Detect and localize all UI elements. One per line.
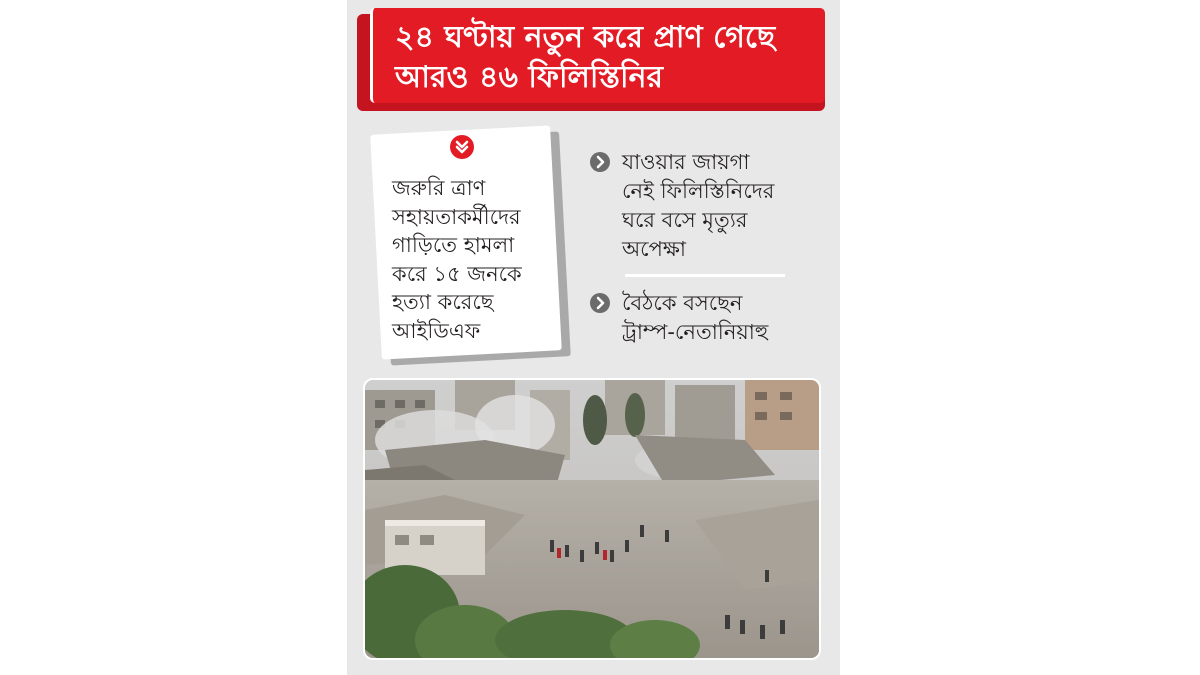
chevron-right-icon (590, 152, 610, 172)
bullet-text (622, 148, 774, 264)
card-line: জরুরি ত্রাণ (392, 176, 486, 200)
bullet-line: ট্রাম্প-নেতানিয়াহু (622, 320, 769, 344)
card-line: সহায়তাকর্মীদের (392, 204, 521, 229)
headline-line-2: আরও ৪৬ ফিলিস্তিনির (395, 60, 664, 95)
bullet-line: যাওয়ার জায়গা (622, 150, 750, 174)
headline-banner (370, 8, 825, 103)
divider (625, 274, 785, 277)
card-line: করে ১৫ জনকে (392, 261, 522, 286)
rubble-photo-illustration (365, 380, 819, 658)
double-chevron-down-icon (450, 135, 474, 159)
card-text (392, 174, 552, 345)
headline-line-1: ২৪ ঘণ্টায় নতুন করে প্রাণ গেছে (395, 20, 776, 55)
bullet-line: অপেক্ষা (622, 237, 686, 261)
card-line: হত্যা করেছে (392, 290, 494, 314)
bullet-text (622, 289, 768, 347)
bullet-line: নেই ফিলিস্তিনিদের (622, 179, 775, 203)
chevron-right-icon (590, 293, 610, 313)
bullet-line: ঘরে বসে মৃত্যুর (622, 208, 748, 232)
card-line: আইডিএফ (392, 318, 481, 343)
rubble-photo (363, 378, 821, 660)
card-line: গাড়িতে হামলা (392, 233, 515, 257)
bullet-line: বৈঠকে বসছেন (622, 291, 743, 315)
